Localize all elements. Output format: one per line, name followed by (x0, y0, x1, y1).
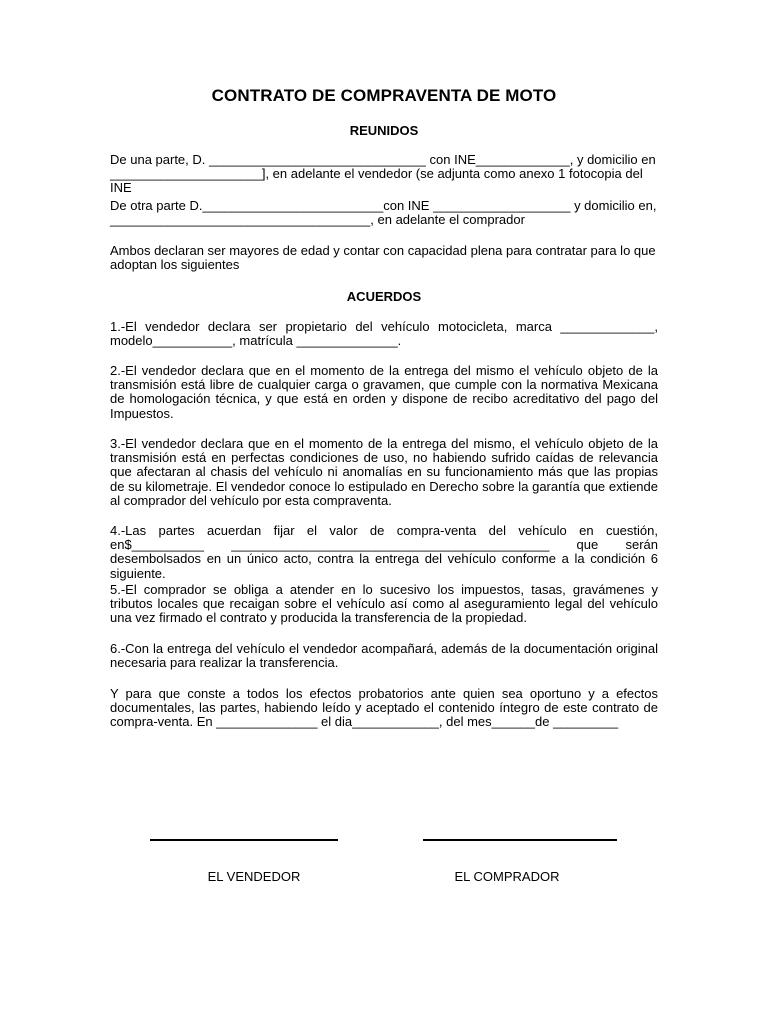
section-heading-reunidos: REUNIDOS (349, 123, 419, 138)
clause-2: 2.-El vendedor declara que en el momento de la entrega del mismo el vehículo objeto de la transmisión está libre de cualquier carga o gravamen, que cumple con la normativa Mexicana de homologación técnica, y que está en orden y dispone de recibo acreditativo del pago del Impuestos. (110, 363, 658, 421)
buyer-signature-line (423, 839, 617, 841)
clause-5: 5.-El comprador se obliga a atender en lo sucesivo los impuestos, tasas, gravámenes y tributos locales que recaigan sobre el vehículo así como al aseguramiento legal del vehículo una vez firmado el contrato y producida la transferencia de la propiedad. (110, 582, 658, 626)
section-heading-acuerdos: ACUERDOS (346, 289, 422, 304)
clause-3: 3.-El vendedor declara que en el momento de la entrega del mismo, el vehículo objeto de la transmisión está en perfectas condiciones de uso, no habiendo sufrido caídas de relevancia que afectaran al chasis del vehículo ni anomalías en su funcionamiento más que las propias de su kilometraje. El vendedor conoce lo estipulado en Derecho sobre la garantía que extiende al comprador del vehículo por esta compraventa. (110, 436, 658, 508)
party-seller-paragraph: De una parte, D. ______________________________ con INE_____________, y domicilio en _____________________], en adelante el vendedor (se adjunta como anexo 1 fotocopia del INE (110, 152, 656, 196)
party-buyer-paragraph: De otra parte D._________________________con INE ___________________ y domicilio en, ____________________________________, en adelante el comprador (110, 198, 657, 228)
clause-1: 1.-El vendedor declara ser propietario del vehículo motocicleta, marca _____________, modelo___________, matrícula ______________. (110, 319, 658, 349)
buyer-signature-label: EL COMPRADOR (454, 869, 560, 884)
clause-4: 4.-Las partes acuerdan fijar el valor de compra-venta del vehículo en cuestión, en$__________ ____________________________________________ que serán desembolsados en un único acto, contra la entrega del vehículo conforme a la condición 6 siguiente. (110, 523, 658, 581)
seller-signature-label: EL VENDEDOR (207, 869, 301, 884)
closing-paragraph: Y para que conste a todos los efectos probatorios ante quien sea oportuno y a efectos documentales, las partes, habiendo leído y aceptado el contenido íntegro de este contrato de compra-venta. En ______________ el dia____________, del mes______de _________ (110, 686, 658, 730)
clause-6: 6.-Con la entrega del vehículo el vendedor acompañará, además de la documentación original necesaria para realizar la transferencia. (110, 641, 658, 671)
seller-signature-line (150, 839, 338, 841)
contract-title: CONTRATO DE COMPRAVENTA DE MOTO (211, 86, 557, 105)
capacity-declaration-paragraph: Ambos declaran ser mayores de edad y contar con capacidad plena para contratar para lo que adoptan los siguientes (110, 243, 656, 273)
